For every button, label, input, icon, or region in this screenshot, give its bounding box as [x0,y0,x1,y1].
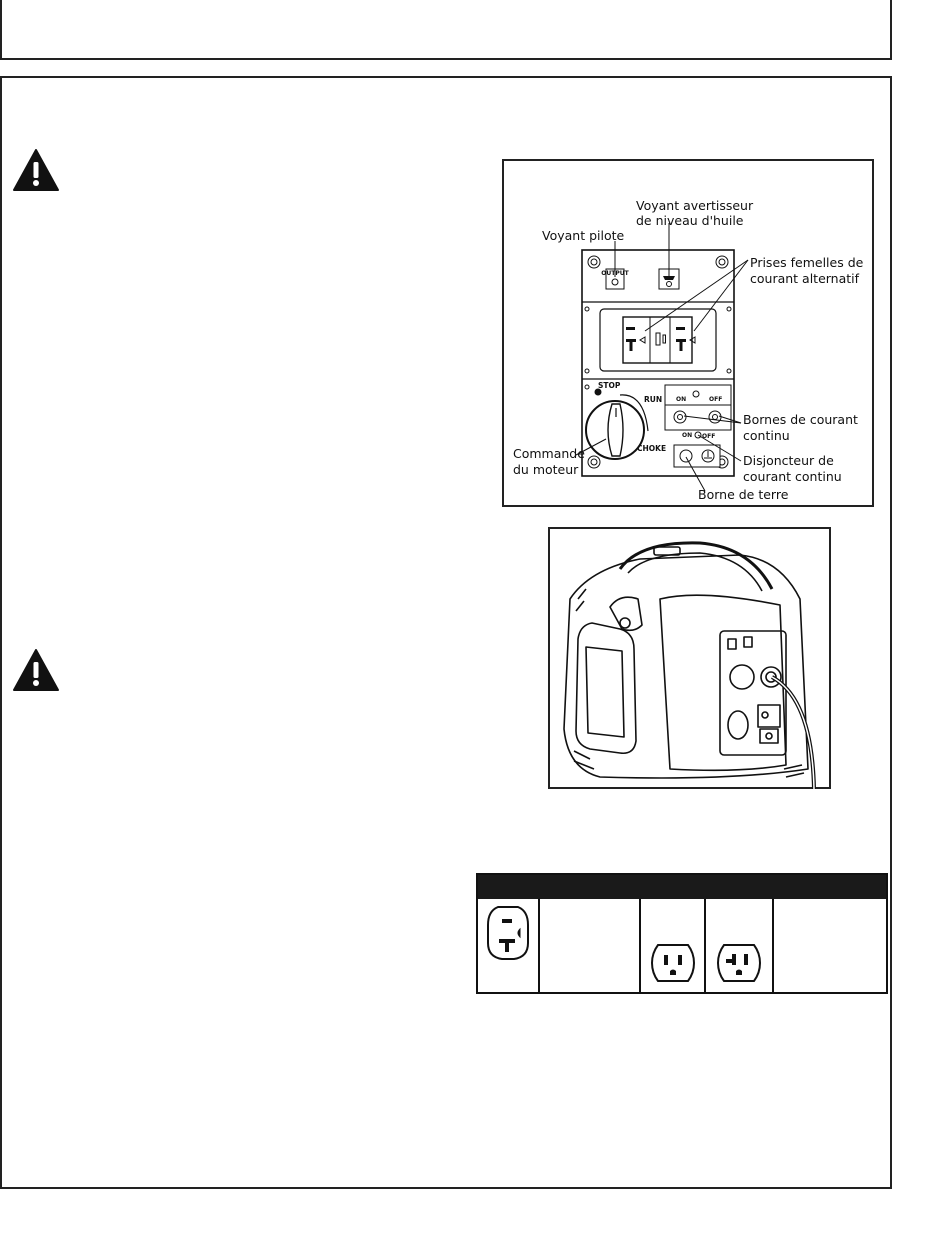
outlet-table-divider [538,899,540,992]
20a-twist-outlet-icon [484,903,532,968]
control-panel-diagram [502,159,874,507]
ac-outlets-label-line2: courant alternatif [750,271,860,286]
outlet-table-divider [704,899,706,992]
ground-terminal-label: Borne de terre [698,487,789,502]
warning-triangle-icon [12,148,60,192]
warning-triangle-icon [12,648,60,692]
dc-terminals-label-line2: continu [743,428,790,443]
run-label: RUN [644,395,663,404]
stop-label: STOP [598,381,621,390]
dc-terminals-label-line1: Bornes de courant [743,412,858,427]
header-frame [0,0,892,60]
breaker-off-label: OFF [702,433,716,440]
generator-with-cord-illustration [550,529,833,791]
outlet-table-header [478,875,886,899]
oil-warning-label-line2: de niveau d'huile [636,213,744,228]
generator-illustration [548,527,831,789]
dc-on-label: ON [676,396,687,403]
ac-outlets-label-line1: Prises femelles de [750,255,864,270]
dc-off-label: OFF [709,396,723,403]
engine-control-label-line2: du moteur [513,462,579,477]
outlet-table-divider [639,899,641,992]
oil-warning-label-line1: Voyant avertisseur [636,198,754,213]
choke-label: CHOKE [637,444,667,453]
outlet-table [476,873,888,994]
outlet-table-divider [772,899,774,992]
output-label: OUTPUT [601,270,629,277]
dc-breaker-label-line2: courant continu [743,469,842,484]
20a-t-slot-outlet-icon [714,941,764,990]
standard-15a-outlet-icon [648,941,698,990]
breaker-on-label: ON [682,432,693,439]
engine-control-label-line1: Commande [513,446,585,461]
dc-breaker-label-line1: Disjoncteur de [743,453,834,468]
pilot-light-label: Voyant pilote [542,228,625,243]
